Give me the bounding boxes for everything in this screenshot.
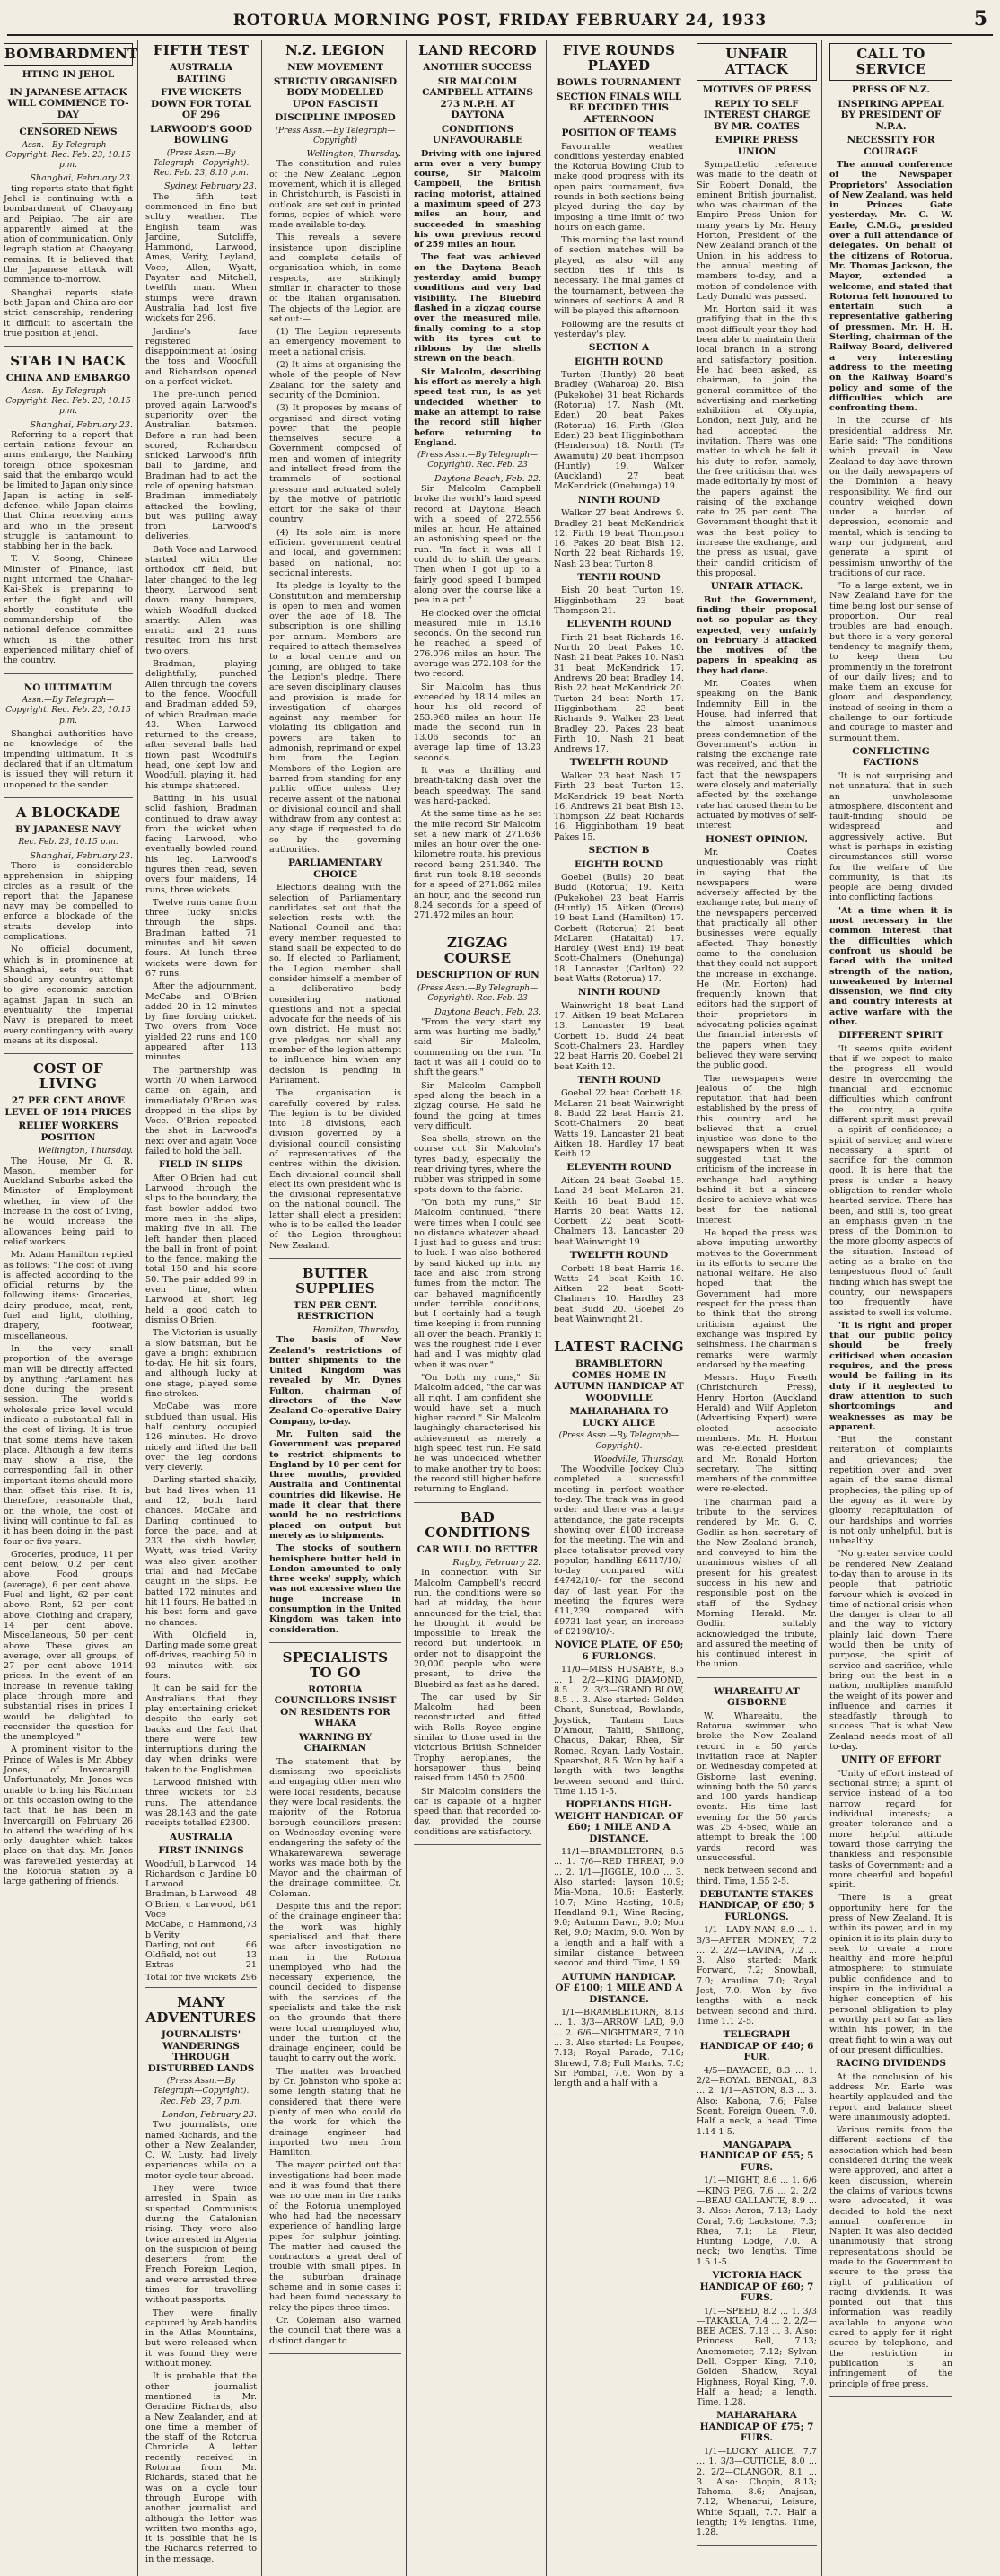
race-heading: VICTORIA HACK HANDICAP OF £60; 7 FURS. (699, 2270, 814, 2304)
place: Wellington, Thursday. (306, 149, 401, 160)
article-zigzag-course (414, 932, 541, 1502)
column-4 (414, 40, 547, 2576)
runs: 0 (250, 1868, 257, 1879)
paragraph: Jardine's face registered disappointment at losing the toss and Woodfull and Richardson opened on a perfect wicket. (145, 326, 257, 388)
column-7 (829, 40, 957, 2576)
headline: UNFAIR ATTACK (697, 43, 817, 81)
runs: 61 (245, 1899, 257, 1910)
paragraph: Mr. Adam Hamilton replied as follows: "The cost of living is affected according to the official returns by the following items: Groceries, dairy produce, meat, rent, fuel and light, clothing, drapery, footwear, miscellaneous. (4, 1250, 133, 1341)
article-bombardment (4, 40, 138, 347)
place: Woodville, Thursday. (593, 1454, 684, 1464)
article-blockade (4, 802, 133, 1054)
paragraph: He hoped the press was above imputing unworthy motives to the Government in its efforts to secure the national welfare. He also hoped that the Government had more respect for the press than to think that the strong criticism against the exchange was inspired by selfishness. The chairman's remarks were warmly endorsed by the meeting. (697, 1227, 817, 1370)
race-heading: MANGAPAPA HANDICAP OF £55; 5 FURS. (699, 2139, 814, 2173)
scorecard (145, 1859, 257, 1971)
paragraph: Mr. Coates when speaking on the Bank Indemnity Bill in the House, had inferred that the almost unanimous press condemnation of the Government's action in raising the exchange rate was received, and that the fact that the newspapers were closely and materially affected by the exchange rate had caused them to be actuated by motives of self-interest. (697, 679, 817, 831)
subhead: HONEST OPINION. (706, 833, 808, 845)
paragraph: Two journalists, one named Richards, and the other a New Zealander, C. W. Lusty, had lively experiences while on a motor-cycle tour abroad. (145, 2120, 257, 2181)
paragraph: The basis of New Zealand's restrictions of butter shipments to the United Kingdom was revealed by Mr. Dynes Fulton, chairman of directors of the New Zealand Co-operative Dairy Company, to-day. (269, 1335, 401, 1427)
subhead: CAR WILL DO BETTER (417, 1543, 539, 1555)
article-latest-racing (554, 1336, 684, 2097)
round-heading: EIGHTH ROUND (575, 356, 663, 367)
place: Shanghai, February 23. (30, 419, 133, 430)
race-results: 11/0—MISS HUSABYE, 8.5 ... 1. 2/2—KING DIAMOND, 8.5 ... 2. 3/3—GRAND BLOW, 8.5 ... 3. Also started: Golden Chant, Sunstead, Rowlands, Joystick, Tantam Lucs D'Amour, Tahiti, Shillong, Chacus, Dakar, Rhea, Sir Romeo, Royan, Lady Vostain, Spearshot, 8.5. Won by half a length with two lengths between second and third. Time 1.15 1-5. (554, 1665, 684, 1797)
subhead: DESCRIPTION OF RUN (416, 970, 539, 981)
scorecard-row (145, 1900, 257, 1921)
results: Goebel 22 beat Corbett 18. McLaren 21 beat Wainwright 8. Budd 22 beat Harris 21. Scott-Chalmers 20 beat Watts 19. Lancaster 21 beat Aitken 18. Hardley 17 beat Keith 12. (554, 1088, 684, 1160)
paragraph: Sea shells, strewn on the course cut Sir Malcolm's tyres badly, especially the rear driving tyres, where the rubber was stripped in some spots down to the fabric. (414, 1134, 541, 1195)
scorecard-row (145, 1889, 257, 1899)
paragraph: The constitution and rules of the New Zealand Legion movement, which it is alleged in Christchurch, is Fascisti in outlook, are set out in printed forms, copies of which were made available to-day. (269, 159, 401, 231)
article-nz-legion (269, 40, 401, 1259)
article-bad-conditions (414, 1507, 541, 1846)
total-runs: 296 (240, 1972, 257, 1983)
subhead: HTING IN JEHOL (22, 69, 115, 80)
paragraph: The House, Mr. G. R. Mason, member for Auckland Suburbs asked the Minister of Employment whether, in view of the increase in the cost of living, he would increase the allowances being paid to relief workers. (4, 1156, 133, 1247)
article-many-adventures (145, 1991, 257, 2572)
article-butter-supplies (269, 1262, 401, 1643)
subhead: CONFLICTING FACTIONS (852, 745, 930, 769)
paragraph: The Victorian is usually a slow batsman, but he gave a bright exhibition to-day. He hit six fours, and although lucky at one stage, played some fine strokes. (145, 1328, 257, 1400)
round-heading: NINTH ROUND (577, 494, 661, 506)
article-stab-in-back (4, 350, 133, 674)
article-bowls-tournament (554, 40, 684, 1332)
place: Shanghai, February 23. (30, 850, 133, 861)
paragraph: The partnership was worth 70 when Larwood came on again, and immediately O'Brien was dropped in the slips by Voce. O'Brien repeated the shot in Larwood's next over and again Voce failed to hold the ball. (145, 1065, 257, 1156)
headline: ZIGZAG COURSE (443, 935, 512, 967)
place: Sydney, February 23. (164, 181, 257, 192)
paragraph: He clocked over the official measured mile in 13.16 seconds. On the second run he reached a speed of 276.076 miles an hour. The average was 272.108 for the two record. (414, 608, 541, 680)
headline: FIVE ROUNDS PLAYED (562, 42, 676, 74)
results: Wainwright 18 beat Land 17. Aitken 19 beat McLaren 13. Lancaster 19 beat Corbett 15. Budd 24 beat Scott-Chalmers 23. Hardley 22 beat Harris 20. Goebel 21 beat Keith 12. (554, 1000, 684, 1072)
subhead: TEN PER CENT. RESTRICTION (293, 1299, 378, 1323)
race-results: 1/1—LADY NAN, 8.9 ... 1. 3/3—AFTER MONEY, 7.2 ... 2. 2/2—LAVINA, 7.2 ... 3. Also started: Mark Forward, 7.2; Snowball, 7.0; Arauline, 7.0; Royal Jest, 7.0. Won by five lengths with a neck between second and third. Time 1.1 2-5. (697, 1925, 817, 2027)
subhead: NEW MOVEMENT (287, 62, 383, 73)
paragraph: Favourable weather conditions yesterday enabled the Rotorua Bowling Club to make good progress with its open pairs tournament, five rounds in both sections being played during the day by imposing a time limit of two hours on each game. (554, 141, 684, 233)
race-heading: HOPELANDS HIGH-WEIGHT HANDICAP. OF £60; 1 MILE AND A DISTANCE. (554, 1799, 684, 1844)
headline: SPECIALISTS TO GO (282, 1648, 389, 1681)
subhead: PRESS OF N.Z. (851, 84, 931, 95)
round-heading: EIGHTH ROUND (575, 858, 663, 870)
subhead: SIR MALCOLM CAMPBELL ATTAINS 273 M.P.H. AT DAYTONA (422, 75, 533, 120)
subhead: IN JAPANESE ATTACK WILL COMMENCE TO-DAY (7, 86, 129, 120)
paragraph: (2) It aims at organising the whole of the people of New Zealand for the safety and security of the Dominion. (269, 360, 401, 400)
paragraph: "No greater service could be rendered New Zealand to-day than to arouse in its people that patriotic fervour which is evoked in time of national crisis when the danger is clear to all and the way to victory plainly laid down. There would then be unity of purpose, the spirit of service and sacrifice, while bring out the best in a nation, multiplies manifold the weight of its power and influence and carries it steadfastly through to success. That is what New Zealand needs most of all to-day. (829, 1549, 952, 1753)
paragraph: Both Voce and Larwood started with the orthodox off field, but later changed to the leg theory. Larwood sent down many bumpers, which Woodfull ducked smartly. Allen was erratic and 21 runs resulted from his first two overs. (145, 544, 257, 656)
race-results: 1/1—BRAMBLETORN, 8.13 ... 1. 3/3—ARROW LAD, 9.0 ... 2. 6/6—NIGHTMARE, 7.10 ... 3. Also started: La Poupee, 7.13; Royal Parade, 7.10; Shrewd, 7.8; Full Marks, 7.0; Sir Pombal, 7.6. Won by a length and a half with a (554, 2008, 684, 2089)
batsman: Bradman, b Larwood (145, 1889, 238, 1900)
paragraph: It is probable that the other journalist mentioned is Mr. Geradine Richards, also a New Zealander, and at one time a member of the staff of the Rotorua Chronicle. A letter recently received in Rotorua from Mr. Richards, stated that he was on a cycle tour through Europe with another journalist and although the letter was written two months ago, it is possible that he is the Richards referred to in the message. (145, 2371, 257, 2564)
headline: BAD CONDITIONS (425, 1508, 531, 1541)
headline: BOMBARDMENT (4, 43, 133, 66)
subhead: AUSTRALIA (169, 1831, 232, 1842)
article-specialists (269, 1647, 401, 2354)
subhead: AUSTRALIA BATTING (169, 62, 232, 84)
paragraph: The annual conference of the Newspaper Proprietors' Association of New Zealand, was held in Princes Gate yesterday. Mr. C. W. Earle, C.M.G., presided over a full attendance of delegates. On behalf of the citizens of Rotorua, Mr. Thomas Jackson, the Mayor, extended a welcome, and stated that Rotorua felt honoured to entertain such a representative gathering of pressmen. Mr. H. H. Sterling, chairman of the Railway Board, delivered a very interesting address to the meeting on the Railway Board's policy and some of the difficulties which are confronting them. (829, 160, 952, 414)
paragraph: Various remits from the different sections of the association which had been considered during the week were approved, and after a keen discussion, wherein the claims of various towns were advocated, it was decided to hold the next annual conference in Napier. It was also decided unanimously that strong representations should be made to the Government to secure to the press the right of publication of racing dividends. It was pointed out that this information was readily available to anyone who cared to apply for it right source by telephone, and the restriction in publication is an infringement of the principle of free press. (829, 2125, 952, 2389)
article-land-record (414, 40, 541, 928)
paragraph: The stocks of southern hemisphere butter held in London amounted to only three weeks' supply, which was not excessive when the huge increase in consumption in the United Kingdom was taken into consideration. (269, 1543, 401, 1635)
paragraph: The statement that by dismissing two specialists and engaging other men who were local residents, because they were local residents, the majority of the Rotorua borough councillors present on Wednesday evening were endangering the safety of the Whakarewarewa sewerage works was made both by the Mayor and the chairman of the drainage committee, Cr. Coleman. (269, 1756, 401, 1899)
column-2 (145, 40, 262, 2576)
subhead: RACING DIVIDENDS (836, 2058, 946, 2070)
subhead: CONDITIONS UNFAVOURABLE (432, 123, 523, 145)
subhead: WARNING BY CHAIRMAN (299, 1731, 372, 1754)
subhead: LARWOOD'S GOOD BOWLING (149, 123, 253, 145)
results: Bish 20 beat Turton 19. Higginbotham 23 beat Thompson 21. (554, 585, 684, 617)
paragraph: The newspapers were jealous of the high reputation that had been established by the press of this country and he believed that a cruel injustice was done to the newspapers when it was suggested that the criticism of the increase in exchange had anything behind it but a sincere desire to achieve what was best for the national interest. (697, 1073, 817, 1226)
paragraph: At the conclusion of his address Mr. Earle was heartily applauded and the report and balance sheet were unanimously adopted. (829, 2071, 952, 2123)
paragraph: Mr. Horton said it was gratifying that in the this most difficult year they had been able to maintain their local branch in a strong and satisfactory position. He had been asked, as chairman, to join the general committee of the advertising and marketing exhibition at Olympia, London, next July, and he had accepted the invitation. There was one matter to which he felt it his duty to refer, namely, the free criticism that was made editorially by most of the papers against the raising of the exchange rate to 25 per cent. The Government thought that it was the best policy to increase the exchange, and the press as usual, gave their candid criticism of this proposal. (697, 304, 817, 578)
results: Aitken 24 beat Goebel 15. Land 24 beat McLaren 21. Keith 16 beat Budd 15. Harris 20 beat Watts 12. Corbett 22 beat Scott-Chalmers 13. Lancaster 20 beat Wainwright 19. (554, 1175, 684, 1247)
paragraph: Sir Malcolm Campbell broke the world's land speed record at Daytona Beach with a speed of 272.556 miles an hour. He attained an astonishing speed on the run. "In fact it was all I could do to shift the gears. Then when I got up to a fairly good speed I bumped along over the course like a pea in a pot." (414, 484, 541, 606)
article-whareaitu (697, 1682, 817, 2546)
paragraph: The chairman paid a tribute to the services rendered by Mr. G. C. Godlin as hon. secretary of the New Zealand branch, and conveyed to him the unanimous wishes of all present for his greatest success in his new and responsible post on the staff of the Sydney Morning Herald. Mr. Godlin suitably acknowledged the tribute, and assured the meeting of his continued interest in the union. (697, 1497, 817, 1670)
dateline: (Press Assn.—By Telegraph—Copyright) (275, 126, 396, 145)
subhead: CHINA AND EMBARGO (5, 373, 131, 384)
paragraph: The Woodville Jockey Club completed a successful meeting in perfect weather to-day. The track was in good order and there was a large attendance, the gate receipts showing over £100 increase for the meeting. The win and place totalisator proved very popular, handling £6117/10/- to-day compared with £4742/10/- for the second day of last year. For the meeting the figures were £11,239 compared with £9731 last year, an increase of £2198/10/-. (554, 1464, 684, 1637)
dateline: Rec. Feb. 23, 10.15 p.m. (18, 838, 118, 848)
paragraph: (3) It proposes by means of organised and direct voting power that the people themselves secure a Government composed of men and women of integrity and intellect freed from the trammels of sectional pressure and actuated solely by the motive of patriotic effort for the sake of their country. (269, 403, 401, 525)
paragraph: ting reports state that fight Jehol is continuing with a bombardment of Chaoyang and Peipiao. The air are apparently aimed at the ation of communication. Only legraph station at Chaoyang remains. It is believed that the Japanese attack will commence to-morrow. (4, 183, 133, 286)
columns (4, 40, 996, 2564)
paragraph: Driving with one injured arm over a very bumpy course, Sir Malcolm Campbell, the British racing motorist, attained a maximum speed of 273 miles an hour, and succeeded in smashing his own previous record of 259 miles an hour. (414, 148, 541, 251)
paragraph: "There is a great opportunity here for the press of New Zealand. It is within its power, and in my opinion it is its plain duty to seek to create a more healthy and more helpful atmosphere; to stimulate public confidence and to inspire in the individual a higher conception of his personal obligation to play a worthy part so far as lies within his power, in the great fight to win a way out of our present difficulties. (829, 1893, 952, 2055)
paragraph: Sir Malcolm, describing his effort as merely a high speed test run, is as yet undecided whether to make an attempt to raise the record still higher before returning to England. (414, 366, 541, 448)
results: Walker 27 beat Andrews 9. Bradley 21 beat McKendrick 12. Firth 19 beat Thompson 16. Pakes 20 beat Bish 12. North 22 beat Richards 19. Nash 23 beat Turton 8. (554, 508, 684, 569)
subhead: UNFAIR ATTACK. (710, 581, 803, 593)
subhead: WHAREAITU AT GISBORNE (714, 1685, 800, 1709)
paragraph: (1) The Legion represents an emergency movement to meet a national crisis. (269, 327, 401, 357)
paragraph: "Unity of effort instead of sectional strife; a spirit of service instead of a too narrow regard for individual interests; a greater tolerance and a more helpful attitude toward those carrying the thankless and responsible tasks of Government; and a more cheerful and hopeful spirit. (829, 1768, 952, 1891)
dateline: Assn.—By Telegraph—Copyright. Rec. Feb. 23, 10.15 p.m. (5, 386, 131, 417)
paragraph: A prominent visitor to the Prince of Wales is Mr. Abbey Jones, of Invercargill. Unfortunately, Mr. Jones was unable to bring his Richman on this occasion owing to the fact that he has been in Invercargill on February 26 to attend the wedding of his only daughter which takes place on that day. Mr. Jones was farewelled yesterday at the Rotorua station by a large gathering of friends. (4, 1745, 133, 1887)
paragraph: Groceries, produce, 11 per cent below, 0.2 per cent above. Food groups (average), 6 per cent above. Fuel and light, 62 per cent above. Rent, 52 per cent above. Clothing and drapery, 14 per cent above. Miscellaneous, 50 per cent above. These gives an average, over all groups, of 27 per cent above 1914 prices. In the event of an increase in revenue taking place through more and substantial rises in prices I would be delighted to reconsider the question for the unemployed." (4, 1549, 133, 1743)
subhead: FIELD IN SLIPS (158, 1159, 244, 1171)
paragraph: Messrs. Hugo Freeth (Christchurch Press), Henry Horton (Auckland Herald) and Wilf Appleton (Advertising Expert) were elected associate members. Mr. H. Horton was re-elected president and Mr. Ronald Horton secretary. The sitting members of the committee were re-elected. (697, 1373, 817, 1495)
paragraph: Sir Malcolm Campbell sped along the beach in a zigzag course. He said he found the going at times very difficult. (414, 1080, 541, 1131)
race-heading: TELEGRAPH HANDICAP OF £40; 6 FUR. (699, 2029, 814, 2063)
paragraph: This reveals a severe insistence upon discipline and complete details of organisation which, in some respects, are strikingly similar in character to those of the Italian organisation. The objects of the Legion are set out:— (269, 233, 401, 324)
article-fifth-test (145, 40, 257, 1988)
dateline: Assn.—By Telegraph—Copyright. Rec. Feb. 23, 10.15 p.m. (5, 696, 131, 725)
scorecard-row (145, 1940, 257, 1950)
paragraph: The mayor pointed out that investigations had been made and it was found that there was no one man in the ranks of the Rotorua unemployed who had had the necessary experience of handling large pipes for sulphur jointing. The matter had caused the contractors a great deal of trouble with small pipes. In the suburban drainage scheme and in some cases it had been found necessary to relay the pipes three times. (269, 2160, 401, 2313)
paragraph: The fifth test commenced in fine but sultry weather. The English team was Jardine, Sutcliffe, Hammond, Larwood, Ames, Verity, Leyland, Voce, Allen, Wyatt, Paynter and Mitchell, twelfth man. When stumps were drawn Australia had lost five wickets for 296. (145, 191, 257, 324)
race-results: 4/5—BAYACEE, 8.3 ... 1. 2/2—ROYAL BENGAL, 8.3 ... 2. 1/1—ASTON, 8.3 ... 3. Also: Kabona, 7.6; False Scent, Foreign Queen, 7.0. Half a neck, a head. Time 1.14 1-5. (697, 2065, 817, 2137)
article-call-to-service (829, 40, 952, 2397)
paragraph: The pre-lunch period proved again Larwood's superiority over the Australian batsmen. Before a run had been scored, Richardson snicked Larwood's fifth ball to Jardine, and Bradman had to act the role of opening batsman. Bradman immediately attacked the bowling, but was pulling away from Larwood's deliveries. (145, 390, 257, 542)
article-cost-of-living (4, 1058, 133, 1895)
runs: 48 (245, 1889, 257, 1900)
dateline: (Press Assn.—By Telegraph—Copyright). Rec. Feb. 23 (417, 451, 539, 470)
paragraph: Mr. Coates unquestionably was right in saying that the newspapers were adversely affected by the exchange rate, but many of the newspapers perceived that practically all other businesses were equally affected. They honestly came to the conclusion that they could not support the increase in exchange. He (Mr. Horton) had frequently known that editors had the support of their proprietors in advocating policies against the financial interests of the papers when they believed they were serving the public good. (697, 848, 817, 1071)
race-results: 1/1—MIGHT, 8.6 ... 1. 6/6—KING PEG, 7.6 ... 2. 2/2—BEAU GALLANTE, 8.9 ... 3. Also: Acron, 7.13; Lady Coral, 7.6; Lackstone, 7.3; Rhea, 7.1; La Fleur, Hunting Lodge, 7.0. A neck; two lengths. Time 1.5 1-5. (697, 2176, 817, 2267)
batsman: Darling, not out (145, 1939, 215, 1950)
article-unfair-attack (697, 40, 817, 1678)
article-no-ultimatum (4, 678, 133, 798)
place: Daytona Beach, Feb. 22. (434, 473, 541, 484)
batsman: Richardson c Jardine b Larwood (145, 1868, 251, 1890)
results: Walker 23 beat Nash 17. Firth 23 beat Turton 13. McKendrick 19 beat North 16. Andrews 21 beat Bish 13. Thompson 22 beat Richards 16. Higginbotham 19 beat Pakes 15. (554, 770, 684, 842)
subhead: ROTORUA COUNCILLORS INSIST ON RESIDENTS FOR WHAKA (274, 1684, 397, 1729)
paragraph: T. V. Soong, Chinese Minister of Finance, last night informed the Chahar-Kai-Shek is preparing to enter the fight and will shortly constitute the commandership of the national defence committee which is the other experienced military chief of the country. (4, 554, 133, 666)
paragraph: Shanghai reports state both Japan and China are cor strict censorship, rendering it difficult to ascertain the true position at Jehol. (4, 287, 133, 338)
subhead: STRICTLY ORGANISED BODY MODELLED UPON FASCISTI (273, 75, 398, 110)
paragraph: At the same time as he set the mile record Sir Malcolm set a new mark of 271.636 miles an hour over the one-kilometre route, his previous record being 251.340. The first run took 8.18 seconds for a speed of 271.862 miles an hour, and the second run 8.24 seconds for a speed of 271.472 miles an hour. (414, 809, 541, 921)
runs: 21 (245, 1960, 257, 1971)
paragraph: But the Government, finding their proposal not so popular as they expected, very unfairly on February 3 attacked the motives of the papers in speaking as they had done. (697, 594, 817, 676)
paragraph: There is considerable apprehension in shipping circles as a result of the report that the Japanese navy may be compelled to enforce a blockade of the straits develop into complications. (4, 860, 133, 942)
dateline: (Press Assn.—By Telegraph—Copyright). Rec. Feb. 23, 8.10 p.m. (153, 148, 250, 179)
scorecard-row (145, 1869, 257, 1890)
masthead-title: ROTORUA MORNING POST, FRIDAY FEBRUARY 24, 1933 (232, 12, 768, 30)
race-heading: AUTUMN HANDICAP. OF £100; 1 MILE AND A DISTANCE. (555, 1971, 683, 2005)
subhead: EMPIRE PRESS UNION (715, 135, 799, 157)
paragraph: After the adjournment, McCabe and O'Brien added 20 in 12 minutes by fine forcing cricket. Two overs from Voce yielded 22 runs and 100 appeared after 113 minutes. (145, 981, 257, 1063)
paragraph: It was a thrilling and breath-taking dash over the beach speedway. The sand was hard-packed. (414, 766, 541, 806)
subhead: BY JAPANESE NAVY (15, 823, 121, 835)
paragraph: It can be said for the Australians that they play entertaining cricket despite the early set backs and the fact that there were few interruptions during the day when drinks were taken to the Englishmen. (145, 1684, 257, 1775)
paragraph: With Oldfield in, Darling made some great off-drives, reaching 50 in 93 minutes with six fours. (145, 1630, 257, 1682)
total-label: Total for five wickets (145, 1972, 237, 1983)
paragraph: Sir Malcolm considers the car is capable of a higher speed than that recorded to-day, provided the course conditions are satisfactory. (414, 1786, 541, 1837)
scorecard-total (145, 1973, 257, 1983)
column-6 (697, 40, 822, 2576)
section-heading: SECTION B (588, 845, 650, 857)
round-heading: ELEVENTH ROUND (566, 619, 671, 630)
batsman: Extras (145, 1960, 174, 1971)
runs: 13 (245, 1950, 257, 1961)
paragraph: "But the constant reiteration of complaints and grievances; the repetition over and over again of the same dismal prophecies; the piling up of the agony as it were by gloomy recapitulation of our hardships and worries is not only unhelpful, but is unhealthy. (829, 1435, 952, 1547)
paragraph: The matter was broached by Cr. Johnston who spoke at some length stating that he considered that there were plenty of men who could do the work for which the drainage engineer had imported two men from Hamilton. (269, 2066, 401, 2158)
paragraph: In the very small proportion of the average man will be directly affected by anything Parliament has done during the present session. The world's wholesale price level would indicate a substantial fall in the cost of living. It is true that some items have taken place. Although a few items may show a rise, the corresponding fall in other important items should more than offset this rise. It is, therefore, reasonable that, on the whole, the cost of living will continue to fall as it has been doing in the past four or five years. (4, 1343, 133, 1547)
place: Hamilton, Thursday. (312, 1324, 401, 1335)
paragraph: "To a large extent, we in New Zealand have for the time being lost our sense of proportion. Our real troubles are bad enough, but there is a very general tendency to magnify them; to keep them too prominently in the forefront of our daily lives; and to make them an excuse for gloom and despondency, instead of seeing in them a challenge to our fortitude and courage to master and surmount them. (829, 581, 952, 743)
page-number: 5 (973, 7, 987, 31)
paragraph: No official document, which is in prominence at Shanghai, sets out that should any country attempt to give economic sanction against Japan in such an eventuality the Imperial Navy is prepared to meet every contingency with every means at its disposal. (4, 945, 133, 1046)
batsman: McCabe, c Hammond, b Verity (145, 1920, 246, 1940)
results: Corbett 18 beat Harris 16. Watts 24 beat Keith 10. Aitken 22 beat Scott-Chalmers 10. Hardley 23 beat Budd 20. Goebel 26 beat Wainwright 21. (554, 1263, 684, 1324)
paragraph: "From the very start my arm was hurting me badly," said Sir Malcolm, commenting on the run. "In fact it was all I could do to shift the gears." (414, 1016, 541, 1078)
subhead: ANOTHER SUCCESS (423, 62, 532, 73)
dateline: (Press Assn.—By Telegraph—Copyright). (558, 1431, 680, 1451)
subhead: BOWLS TOURNAMENT (557, 77, 681, 88)
paragraph: The feat was achieved on the Daytona Beach yesterday amid bumpy conditions and very bad visibility. The Bluebird flashed in a zigzag course over the measured mile, finally coming to a stop with its tyres cut to ribbons by the shells strewn on the beach. (414, 252, 541, 365)
paragraph: Twelve runs came from three lucky snicks through the slips. Bradman batted 71 minutes and hit seven fours. At lunch three wickets were down for 67 runs. (145, 897, 257, 979)
subhead: CENSORED NEWS (19, 127, 118, 137)
place: Shanghai, February 23. (30, 173, 133, 184)
subhead: DISCIPLINE IMPOSED (275, 112, 396, 123)
headline: STAB IN BACK (10, 353, 127, 370)
subhead: UNITY OF EFFORT (840, 1754, 942, 1766)
paragraph: Sympathetic reference was made to the death of Sir Robert Donald, the eminent British journalist, who was chairman of the Empire Press Union for many years by Mr. Henry Horton, President of the New Zealand branch of the Union, in his address to the annual meeting of members to-day, and a motion of condolence with Lady Donald was passed. (697, 160, 817, 302)
place: Rugby, February 22. (452, 1558, 541, 1569)
headline: LAND RECORD (418, 42, 537, 58)
scorecard-row (145, 1960, 257, 1970)
paragraph: "On both my runs," Sir Malcolm added, "the car was all right. I am confident she would have set a much higher record." Sir Malcolm laughingly characterised his achievement as merely a high speed test run. He said he was undecided whether to make another try to boost the record still higher before returning to England. (414, 1372, 541, 1495)
subhead: SECTION FINALS WILL BE DECIDED THIS AFTERNOON (556, 91, 682, 125)
scorecard-row (145, 1950, 257, 1960)
column-5 (554, 40, 689, 2576)
paragraph: "It is right and proper that our public policy should be freely criticised when occasion requires, and the press would be failing in its duty if it neglected to draw attention to such shortcomings and weaknesses as may be apparent. (829, 1320, 952, 1432)
paragraph: Following are the results of yesterday's play. (554, 319, 684, 339)
paragraph: The organisation is carefully covered by rules. The legion is to be divided into 18 divisions, each division governed by a divisional council consisting of representatives of the centres within the division. Each divisional council shall elect its own president who is the divisional representative on the national council. The latter shall elect a president who is to be called the leader of the Legion throughout New Zealand. (269, 1088, 401, 1251)
runs: 14 (245, 1859, 257, 1869)
paragraph: Darling started shakily, but had lives when 11 and 12, both hard chances. McCabe and Darling continued to force the pace, and at 233 the sixth bowler, Wyatt, was tried. Verity was also given another trial and had McCabe caught in the slips. He batted 172 minutes and hit 11 fours. He batted in his best form and gave no chances. (145, 1475, 257, 1628)
paragraph: Its pledge is loyalty to the Constitution and membership is open to men and women over the age of 18. The subscription is one shilling per annum. Members are required to attach themselves to a local centre and on joining, are obliged to take the Legion's pledge. There are seven disciplinary clauses and provision is made for investigation of charges against any member for violating its obligation and powers are taken to admonish, reprimand or expel him from the Legion. Members of the Legion are barred from standing for any public office unless they receive assent of the national or divisional council and shall withdraw from any contest at any stage if requested to do so by the governing authorities. (269, 581, 401, 855)
batsman: O'Brien, c Larwood, b Voce (145, 1899, 246, 1920)
paragraph: The car used by Sir Malcolm had been reconstructed and fitted with Rolls Royce engine similar to those used in the victorious British Schneider Trophy aeroplanes, the horsepower thus being raised from 1450 to 2500. (414, 1692, 541, 1784)
place: London, February 23. (162, 2109, 257, 2120)
subhead: FIRST INNINGS (158, 1845, 244, 1856)
paragraph: McCabe was more subdued than usual. His half century occupied 126 minutes. He drove nicely and lifted the ball over the leg cordons very cleverly. (145, 1402, 257, 1473)
paragraph: neck between second and third. Time, 1.55 2-5. (697, 1866, 817, 1886)
paragraph: "At a time when it is most necessary in the common interest that the difficulties which confront us should be faced with the united strength of the nation, unweakened by internal dissension, we find city and country interests at active warfare with the other. (829, 905, 952, 1028)
subhead: MAHARAHARA TO LUCKY ALICE (569, 1406, 669, 1429)
results: Firth 21 beat Richards 16. North 20 beat Pakes 10. Nash 21 beat Pakes 10. Nash 31 beat McKendrick 17. Andrews 20 beat Bradley 14. Bish 22 beat McKendrick 20. Turton 24 beat North 17. Higginbotham 23 beat Richards 9. Walker 23 beat Bradley 20. Pakes 23 beat Firth 10. Nash 21 beat Andrews 17. (554, 632, 684, 755)
scorecard-row (145, 1920, 257, 1940)
paragraph: Despite this and the report of the drainage engineer that the work was highly specialised and that there was after investigation no man in the Rotorua unemployed who had the necessary experience, the council decided to dispense with the services of the specialists and take the risk on the grounds that there were local unemployed who, under the tuition of the drainage engineer, could be taught to carry out the work. (269, 1902, 401, 2064)
subhead: DIFFERENT SPIRIT (838, 1030, 943, 1042)
headline: BUTTER SUPPLIES (295, 1264, 375, 1297)
paragraph: Batting in his usual solid fashion, Bradman continued to draw away from the wicket when facing Larwood, who eventually bowled round his leg. Larwood's figures then read, seven overs four maidens, 14 runs, three wickets. (145, 793, 257, 895)
paragraph: "It is not surprising and not unnatural that in such an unwholesome atmosphere, discontent and fault-finding should be widespread and aggressively active. But what is perhaps in existing circumstances still worse for the welfare of the community, is that its people are being divided into conflicting factions. (829, 770, 952, 903)
subhead: NO ULTIMATUM (23, 681, 113, 693)
runs: 66 (245, 1939, 257, 1950)
paragraph: "On both my runs," Sir Malcolm continued, "there were times when I could see no distance whatever ahead. I just had to guess and trust to luck. I was also bothered by sand kicked up into my face and also from strong fumes from the motor. The car behaved magnificently under terrible conditions, but I certainly had a tough time keeping it from running all over the beach. Frankly it was the roughest ride I ever had and I was mighty glad when it was over." (414, 1197, 541, 1370)
subhead: RELIEF WORKERS POSITION (18, 1121, 118, 1143)
subhead: PARLIAMENTARY CHOICE (288, 857, 382, 880)
paragraph: Mr. Fulton said the Government was prepared to restrict shipments to England by 10 per cent for three months, provided Australia and Continental countries did likewise. He made it clear that there would be no restrictions placed on output but merely as to shipments. (269, 1429, 401, 1541)
round-heading: TENTH ROUND (577, 1074, 661, 1086)
race-heading: DEBUTANTE STAKES HANDICAP, OF £50; 5 FURLONGS. (698, 1888, 815, 1922)
paragraph: Sir Malcolm has thus exceeded by 18.14 miles an hour his old record of 253.968 miles an hour. He made the second run in 13.06 seconds for an average lap time of 13.23 seconds. (414, 681, 541, 763)
runs: 73 (245, 1920, 257, 1930)
headline: COST OF LIVING (32, 1060, 104, 1093)
race-results: 1/1—LUCKY ALICE, 7.7 ... 1. 3/3—CUTICLE, 8.0 ... 2. 2/2—CLANGOR, 8.1 ... 3. Also: Chopin, 8.13; Tahoma, 8.6; Anajsan, 7.12; Whenarui, Leisure, White Squall, 7.7. Half a length; 1½ lengths. Time, 1.28. (697, 2446, 817, 2538)
place: Daytona Beach, Feb. 23. (434, 1007, 541, 1017)
subhead: POSITION OF TEAMS (561, 127, 677, 138)
headline: MANY ADVENTURES (145, 1994, 257, 2027)
headline: LATEST RACING (554, 1339, 684, 1356)
dateline: (Press Assn.—By Telegraph—Copyright). Rec. Feb. 23 (417, 983, 539, 1004)
dateline: (Press Assn.—By Telegraph—Copyright). Rec. Feb. 23, 7 p.m. (153, 2077, 250, 2106)
paragraph: In the course of his presidential address Mr. Earle said: "The conditions which prevail in New Zealand to-day have thrown on the daily newspapers of the Dominion a heavy responsibility. We find our country weighed down under a burden of depression, economic and mental, which is tending to warp our judgment, and generate a spirit of pessimism unworthy of the traditions of our race. (829, 416, 952, 578)
paragraph: Shanghai authorities have no knowledge of the impending ultimatum. It is declared that if an ultimatum is issued they will return it unopened to the sender. (4, 729, 133, 790)
dateline: Assn.—By Telegraph—Copyright. Rec. Feb. 23, 10.15 p.m. (5, 140, 131, 171)
race-results: 1/1—SPEED, 8.2 ... 1. 3/3—TAKAKUA, 7.4 ... 2. 2/2—BEE ACES, 7.13 ... 3. Also: Princess Bell, 7.13; Anemometer, 7.12; Sylvan Dell, Copper King, 7.10; Golden Shadow, Royal Highness, Royal King, 7.0. Half a head; a length. Time, 1.28. (697, 2306, 817, 2408)
paragraph: "It seems quite evident that if we expect to make the progress all would desire in overcoming the financial and economic difficulties which confront the country, a quite different spirit must prevail—a spirit of confidence; a spirit of service; and where necessary a spirit of sacrifice for the common good. It is here that the press is under a heavy obligation to render whole hearted service. There has been, and still is, too great an emphasis given in the press of the Dominion to the more gloomy aspects of the situation. Instead of acting as a brake on the tempestuous flood of fault finding which has swept the country, our newspapers too frequently have assisted to swell its volume. (829, 1043, 952, 1318)
subhead: FIVE WICKETS DOWN FOR TOTAL OF 296 (150, 87, 251, 120)
column-1 (4, 40, 138, 2576)
paragraph: They were finally captured by Arab bandits in the Atlas Mountains, but were released when it was found they were without money. (145, 2308, 257, 2369)
paragraph: (4) Its sole aim is more efficient government central and local, and government based on national, not sectional interests. (269, 527, 401, 578)
paragraph: W. Whareaitu, the Rotorua swimmer who broke the New Zealand record in a 50 yards invitation race at Napier on Wednesday competed at Gisborne last evening, winning both the 50 yards and 100 yards handicap events. His time last evening for the 50 yards was 25 4-5sec, while an attempt to break the 100 yards record was unsuccessful. (697, 1710, 817, 1863)
round-heading: NINTH ROUND (577, 987, 661, 998)
batsman: Oldfield, not out (145, 1950, 217, 1961)
round-heading: TWELFTH ROUND (569, 1250, 669, 1262)
headline: A BLOCKADE (15, 804, 121, 821)
round-heading: TWELFTH ROUND (569, 757, 669, 769)
paragraph: Cr. Coleman also warned the council that there was a distinct danger to (269, 2315, 401, 2346)
race-heading: NOVICE PLATE, OF £50; 6 FURLONGS. (554, 1640, 684, 1662)
place: Wellington, Thursday. (38, 1146, 133, 1156)
round-heading: TENTH ROUND (577, 571, 661, 583)
scorecard-row (145, 1859, 257, 1869)
batsman: Woodfull, b Larwood (145, 1859, 236, 1869)
paragraph: Bradman, playing delightfully, punched Allen through the covers to the fence. Woodfull and Bradman added 59, of which Bradman made 43. When Larwood returned to the crease, after several balls had flown past Woodfull's head, one kept low and Woodfull, playing it, had his stumps shattered. (145, 659, 257, 791)
headline: CALL TO SERVICE (829, 43, 952, 81)
results: Goebel (Bulls) 20 beat Budd (Rotorua) 19. Keith (Pukekohe) 23 beat Harris (Huntly) 15. Aitken (Orous) 19 beat Land (Hamilton) 17. Corbett (Rotorua) 21 beat McLaren (Hataitai) 17. Hardley (West End) 19 beat Scott-Chalmers (Onehunga) 18. Lancaster (Carlton) 22 beat Watts (Rotorua) 17. (554, 873, 684, 984)
paragraph: They were twice arrested in Spain as suspected Communists during the Catalonian rising. They were also twice arrested in Algeria on the suspicion of being deserters from the French Foreign Legion, and were arrested three times for travelling without passports. (145, 2184, 257, 2306)
subhead: NECESSITY FOR COURAGE (846, 135, 935, 157)
paragraph: Referring to a report that certain nations favour an arms embargo, the Nanking foreign office spokesman said that the embargo would be limited to Japan only since Japan is acting in self-defence, while Japan claims that China receiving arms and who in the present struggle is tantamount to stabbing her in the back. (4, 429, 133, 552)
race-heading: MAHARAHARA HANDICAP OF £75; 7 FURS. (699, 2410, 814, 2444)
masthead (7, 7, 993, 36)
subhead: INSPIRING APPEAL BY PRESIDENT OF N.P.A. (838, 98, 944, 132)
subhead: JOURNALISTS' WANDERINGS THROUGH DISTURBED LANDS (147, 2029, 255, 2074)
paragraph: In connection with Sir Malcolm Campbell's record run, the conditions were so bad at midday, the hour announced for the trial, that he thought it would be impossible to break the record but undertook, in order not to disappoint the 20,000 people who were present, to drive the Bluebird as fast as he dared. (414, 1568, 541, 1690)
column-3 (269, 40, 407, 2576)
section-heading: SECTION A (588, 342, 650, 354)
subhead: REPLY TO SELF INTEREST CHARGE BY MR. COATES (703, 98, 811, 132)
round-heading: ELEVENTH ROUND (566, 1162, 671, 1174)
race-results: 11/1—BRAMBLETORN, 8.5 ... 1. 7/6—RED THREAT, 9.0 ... 2. 1/1—JIGGLE, 10.0 ... 3. Also started: Jayson 10.9; Mia-Mona, 10.6; Easterly, 10.7; Mine Hasting, 10.5; Headland 9.1; Wine Racing, 9.0; Autumn Dawn, 9.0; Mon Rel, 9.0; Maxim, 9.0. Won by a length and a half with a similar distance between second and third. Time, 1.59. (554, 1847, 684, 1969)
headline: FIFTH TEST (153, 42, 250, 58)
paragraph: This morning the last round of section matches will be played, as also will any section ties if this is necessary. The final games of the tournament, between the winners of sections A and B will be played this afternoon. (554, 235, 684, 317)
subhead: MOTIVES OF PRESS (702, 84, 811, 95)
paragraph: Larwood finished with three wickets for 53 runs. The attendance was 28,143 and the gate receipts totalled £2300. (145, 1778, 257, 1829)
results: Turton (Huntly) 28 beat Bradley (Waharoa) 20. Bish (Pukekohe) 31 beat Richards (Rotorua) 17. Nash (Mt. Eden) 20 beat Pakes (Rotorua) 16. Firth (Glen Eden) 23 beat Higginbotham (Henderson) 18. North (Te Awamutu) 20 beat Thompson (Huntly) 19. Walker (Auckland) 27 beat McKendrick (Onehunga) 19. (554, 370, 684, 492)
subhead: 27 PER CENT ABOVE LEVEL OF 1914 PRICES (4, 1095, 132, 1118)
paragraph: After O'Brien had cut Larwood through the slips to the boundary, the fast bowler added two more men in the slips, making five in all. The left hander then placed the ball in front of point to the fence, making the total 150 and his score 50. The pair added 99 in even time, when Larwood at short leg held a good catch to dismiss O'Brien. (145, 1173, 257, 1325)
subhead: BRAMBLETORN COMES HOME IN AUTUMN HANDICAP AT WOODVILLE (554, 1358, 684, 1403)
headline: N.Z. LEGION (285, 42, 385, 58)
paragraph: Elections dealing with the selection of Parliamentary candidates set out that the selection rests with the National Council and that every member requested to stand shall be expected to do so. If elected to Parliament, the Legion member shall consider himself a member of a deliberative body considering national questions and not a special advocate for the needs of his own district. He must not give pledges nor shall any member of the legion attempt to influence him when any decision is pending in Parliament. (269, 883, 401, 1086)
